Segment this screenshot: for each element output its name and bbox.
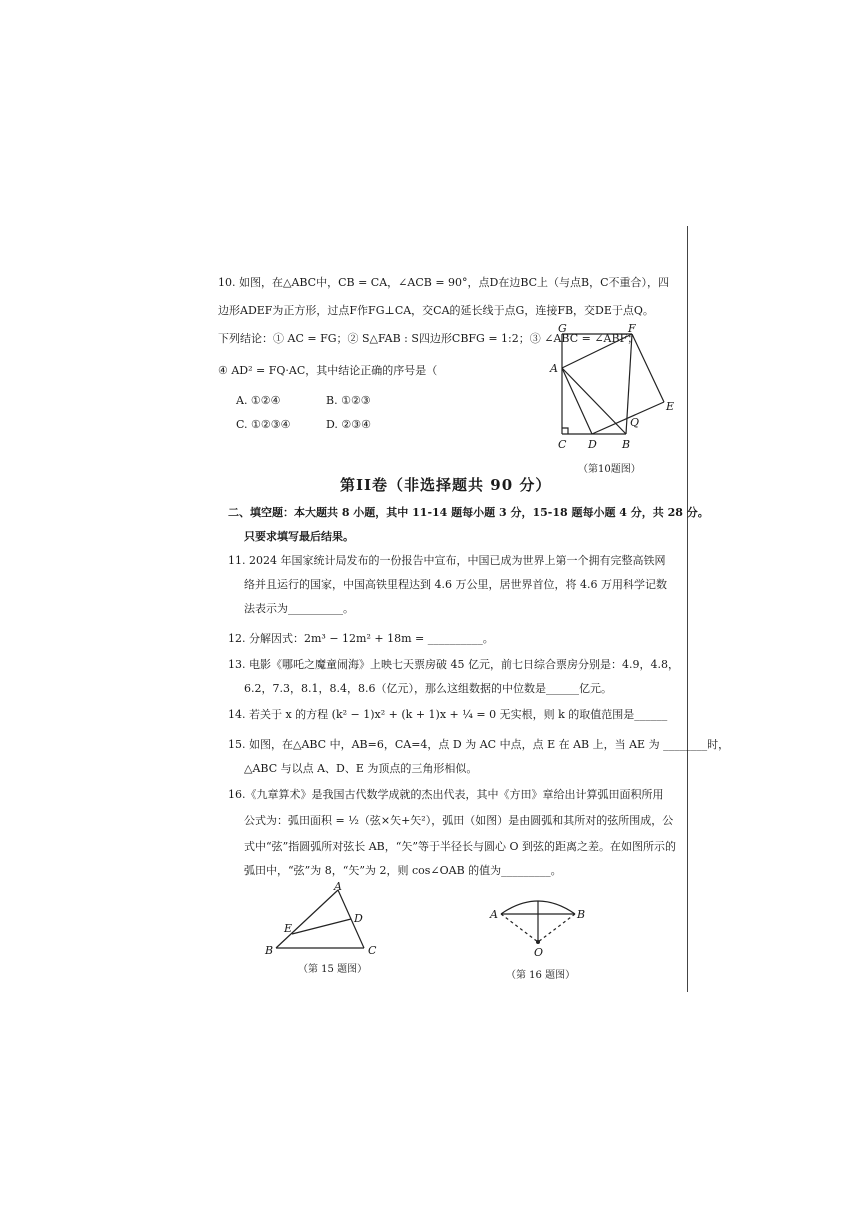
q15-line-2: △ABC 与以点 A、D、E 为顶点的三角形相似。 (244, 762, 478, 775)
q16-figure (488, 894, 588, 960)
q11-line-2: 络并且运行的国家，中国高铁里程达到 4.6 万公里，居世界首位，将 4.6 万用科学记数 (244, 578, 667, 591)
q15-label-e: E (284, 922, 293, 935)
q16-label-a: A (490, 908, 498, 921)
page-divider-line (687, 226, 688, 992)
q10-label-a: A (550, 362, 558, 375)
section-ii-title: 第II卷（非选择题共 90 分） (340, 476, 552, 494)
q10-line-1: 10. 如图，在△ABC中，CB = CA，∠ACB = 90°，点D在边BC上（与点B，C不重合），四 (218, 276, 670, 289)
q15-figure (258, 882, 388, 958)
q12-line-1: 12. 分解因式：2m³ − 12m² + 18m = __________。 (228, 632, 494, 645)
q15-line-1: 15. 如图，在△ABC 中，AB=6，CA=4，点 D 为 AC 中点，点 E 在 AB 上，当 AE 为 ________时， (228, 738, 730, 751)
section-ii-instruction-2: 只要求填写最后结果。 (244, 530, 354, 543)
q13-line-2: 6.2，7.3，8.1，8.4，8.6（亿元），那么这组数据的中位数是______亿元。 (244, 682, 612, 695)
q10-option-c: C. ①②③④ (236, 418, 291, 431)
q10-label-b: B (622, 438, 631, 451)
q10-label-e: E (666, 400, 675, 413)
q16-line-4: 弧田中，“弦”为 8，“矢”为 2，则 cos∠OAB 的值为_________。 (244, 864, 562, 877)
q16-label-o: O (534, 946, 544, 959)
section-ii-instruction-1: 二、填空题：本大题共 8 小题，其中 11-14 题每小题 3 分，15-18 题每小题 4 分，共 28 分。 (228, 506, 709, 519)
q14-line-1: 14. 若关于 x 的方程 (k² − 1)x² + (k + 1)x + ¼ = 0 无实根，则 k 的取值范围是______ (228, 708, 668, 721)
q16-label-b: B (577, 908, 586, 921)
q10-figure-caption: （第10题图） (578, 464, 641, 475)
q15-label-a: A (334, 882, 342, 893)
q13-line-1: 13. 电影《哪吒之魔童闹海》上映七天票房破 45 亿元，前七日综合票房分别是：4.9，4.8， (228, 658, 679, 671)
q10-label-c: C (558, 438, 567, 451)
q10-label-f: F (628, 322, 636, 335)
q10-line-2: 边形ADEF为正方形，过点F作FG⊥CA，交CA的延长线于点G，连接FB，交DE于点Q。 (218, 304, 654, 317)
q10-label-g: G (558, 322, 567, 335)
q10-option-a: A. ①②④ (236, 394, 281, 407)
q11-line-3: 法表示为__________。 (244, 602, 354, 615)
q10-label-d: D (588, 438, 597, 451)
q10-label-q: Q (630, 416, 640, 429)
q15-label-b: B (265, 944, 274, 957)
q11-line-1: 11. 2024 年国家统计局发布的一份报告中宣布，中国已成为世界上第一个拥有完整高铁网 (228, 554, 666, 567)
q15-label-c: C (368, 944, 377, 957)
q10-line-3: 下列结论：① AC = FG；② S△FAB : S四边形CBFG = 1:2；③ ∠ABC = ∠ABF； (218, 332, 639, 345)
q10-option-d: D. ②③④ (326, 418, 372, 431)
q15-label-d: D (354, 912, 363, 925)
q10-option-b: B. ①②③ (326, 394, 371, 407)
q16-line-2: 公式为：弧田面积 = ½（弦×矢+矢²），弧田（如图）是由圆弧和其所对的弦所围成，公 (244, 814, 674, 827)
q10-line-4: ④ AD² = FQ·AC，其中结论正确的序号是（ (218, 364, 438, 377)
q15-figure-caption: （第 15 题图） (298, 964, 368, 975)
q10-figure (540, 318, 680, 458)
q16-figure-caption: （第 16 题图） (506, 970, 576, 981)
q16-line-3: 式中“弦”指圆弧所对弦长 AB，“矢”等于半径长与圆心 O 到弦的距离之差。在如图所示的 (244, 840, 677, 853)
q16-line-1: 16.《九章算术》是我国古代数学成就的杰出代表，其中《方田》章给出计算弧田面积所用 (228, 788, 664, 801)
